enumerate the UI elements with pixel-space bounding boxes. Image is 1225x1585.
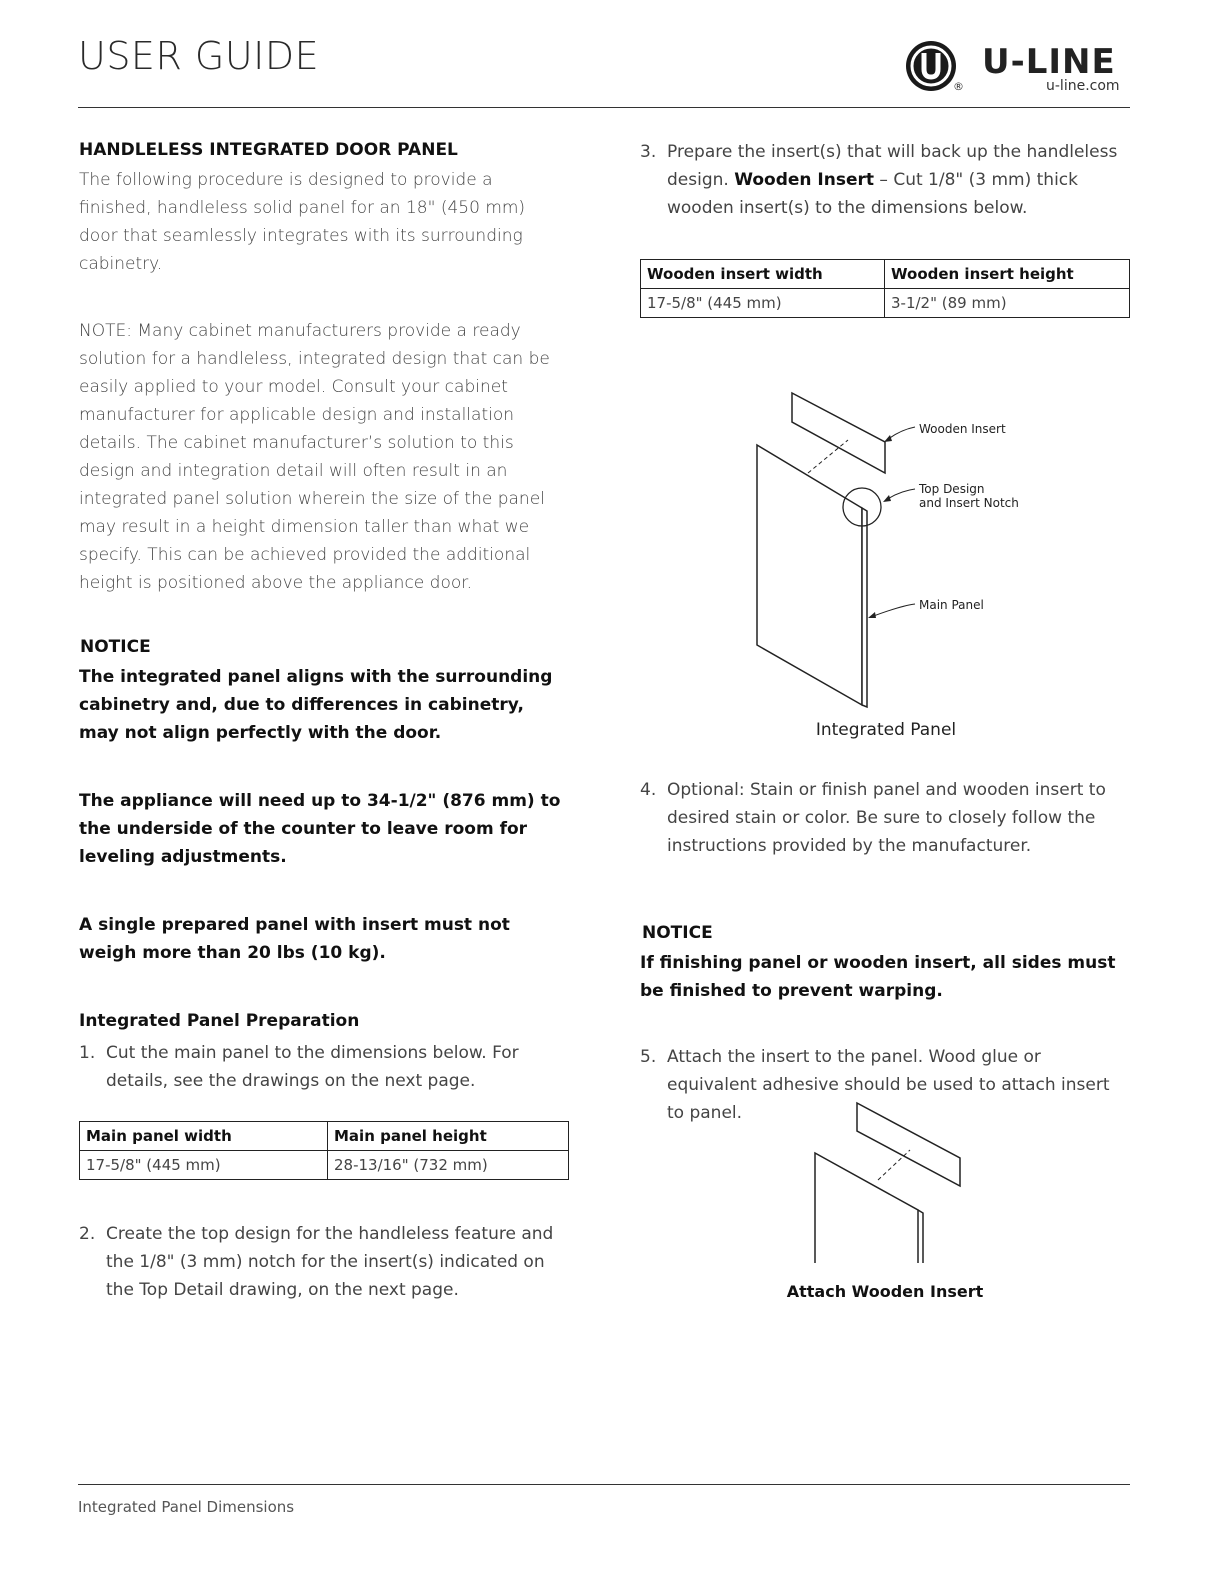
- step-number: 2.: [79, 1224, 96, 1244]
- footer-divider: [78, 1484, 1130, 1485]
- main-panel-table: [79, 1121, 569, 1180]
- note-paragraph: NOTE: Many cabinet manufacturers provide a ready solution for a handleless, integrated design that can be easily applied to your model. Consult your cabinet manufacturer for applicable design and installation details. The cabinet manufacturer’s solution to this design and integration detail will often result in an integrated panel solution wherein the size of the panel may result in a height dimension taller than what we specify. This can be achieved provided the additional height is positioned above the appliance door.: [79, 321, 550, 593]
- figure1-caption: Integrated Panel: [815, 720, 957, 740]
- arrow-icon: [868, 612, 876, 618]
- leader-panel: [871, 604, 915, 617]
- step-text-pre: Prepare the insert(s) that will back up the handleless design.: [667, 142, 1118, 190]
- step-2: [79, 1220, 569, 1304]
- notice-text-1: The integrated panel aligns with the surrounding cabinetry and, due to differences in cabinetry, may not align perfectly with the door.: [79, 667, 553, 743]
- main-panel-shape: [757, 445, 862, 705]
- u-line-logo: [905, 40, 957, 92]
- u-line-logo-icon: [905, 40, 957, 92]
- main-panel-edge: [862, 508, 867, 707]
- notice-heading: NOTICE: [80, 637, 151, 657]
- step-text: Cut the main panel to the dimensions below. For details, see the drawings on the next page.: [106, 1043, 519, 1091]
- arrow-icon: [883, 495, 891, 502]
- label-wooden-insert: Wooden Insert: [919, 422, 1006, 436]
- step-text: Create the top design for the handleless feature and the 1/8" (3 mm) notch for the insert(s) indicated on the Top Detail drawing, on the next page.: [106, 1224, 554, 1300]
- step-1: [79, 1039, 569, 1095]
- step-number: 4.: [640, 780, 657, 800]
- table-header: Main panel width: [80, 1122, 328, 1151]
- label-insert-notch: and Insert Notch: [919, 496, 1019, 510]
- leader-insert: [887, 427, 915, 440]
- step-text: Optional: Stain or finish panel and wooden insert to desired stain or color. Be sure to closely follow the instructions provided by the manufacturer.: [667, 780, 1106, 856]
- header-divider: [78, 107, 1130, 108]
- notice-text: If finishing panel or wooden insert, all sides must be finished to prevent warping.: [640, 953, 1116, 1001]
- step-text-bold: Wooden Insert: [734, 170, 875, 190]
- label-top-design: Top Design: [919, 482, 985, 496]
- arrow-icon: [884, 435, 892, 442]
- notice-text-2: The appliance will need up to 34-1/2" (876 mm) to the underside of the counter to leave room for leveling adjustments.: [79, 791, 561, 867]
- step-number: 5.: [640, 1047, 657, 1067]
- intro-paragraph: The following procedure is designed to provide a finished, handleless solid panel for an 18" (450 mm) door that seamlessly integrates with its surrounding cabinetry.: [79, 170, 526, 274]
- left-column: [79, 140, 569, 1304]
- figure2-caption: Attach Wooden Insert: [786, 1282, 984, 1301]
- section-heading: HANDLELESS INTEGRATED DOOR PANEL: [79, 140, 458, 160]
- integrated-panel-figure: [740, 385, 1060, 715]
- step-number: 1.: [79, 1043, 96, 1063]
- footer-text: Integrated Panel Dimensions: [78, 1498, 295, 1516]
- insert-guide-line: [808, 440, 848, 473]
- step-4: [640, 776, 1130, 860]
- table-cell: 28-13/16" (732 mm): [328, 1151, 569, 1180]
- wooden-insert-table: [640, 259, 1130, 318]
- label-main-panel: Main Panel: [919, 598, 984, 612]
- logo-url: u-line.com: [1046, 78, 1120, 94]
- table-cell: 17-5/8" (445 mm): [80, 1151, 328, 1180]
- leader-notch: [886, 489, 915, 500]
- logo-wordmark: U-LINE: [982, 42, 1116, 82]
- wooden-insert-shape: [792, 393, 885, 473]
- step-number: 3.: [640, 142, 657, 162]
- prep-heading: Integrated Panel Preparation: [79, 1011, 360, 1031]
- notice-heading: NOTICE: [642, 923, 713, 943]
- wooden-insert-shape: [857, 1103, 960, 1186]
- step-text-post: – Cut 1/8" (3 mm) thick wooden insert(s) to the dimensions below.: [667, 170, 1078, 218]
- step-text: Attach the insert to the panel. Wood glue or equivalent adhesive should be used to attach insert to panel.: [667, 1047, 1110, 1123]
- attach-insert-figure: [800, 1098, 980, 1268]
- page-title: USER GUIDE: [78, 34, 320, 78]
- step-text: [667, 138, 1130, 222]
- table-header: Main panel height: [328, 1122, 569, 1151]
- table-header: Wooden insert width: [641, 260, 885, 289]
- notice-text-3: A single prepared panel with insert must not weigh more than 20 lbs (10 kg).: [79, 915, 510, 963]
- table-cell: 3-1/2" (89 mm): [885, 289, 1130, 318]
- main-panel-shape: [815, 1153, 918, 1263]
- table-cell: 17-5/8" (445 mm): [641, 289, 885, 318]
- table-header: Wooden insert height: [885, 260, 1130, 289]
- right-column: [640, 138, 1130, 318]
- registered-mark: ®: [953, 80, 964, 93]
- right-column-lower: [640, 776, 1130, 1127]
- step-3: [640, 138, 1130, 222]
- insert-guide-line: [878, 1150, 910, 1180]
